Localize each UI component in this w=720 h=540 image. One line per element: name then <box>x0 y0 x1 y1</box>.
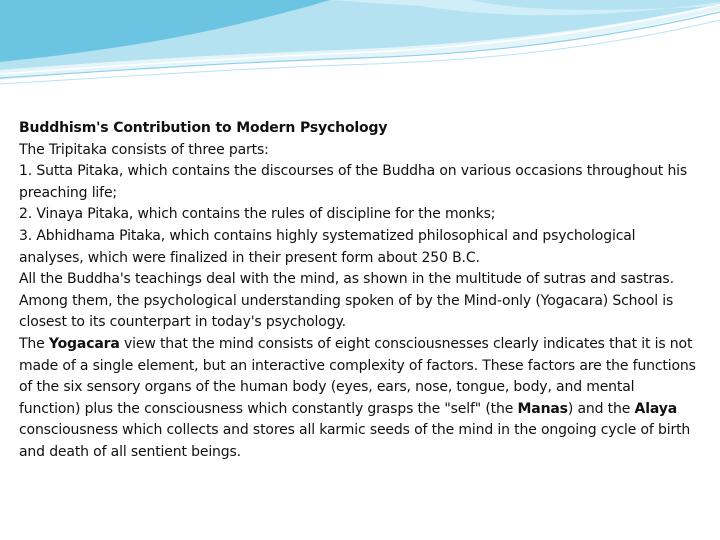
slide-body <box>19 118 699 464</box>
text-span: view that the mind consists of eight consciousnesses clearly indicates that it is not made of a single element, but an interactive complexity of factors. These factors are the functions of the six sensory organs of the human body (eyes, ears, nose, tongue, body, and mental function) plus the consciousness which constantly grasps the "self" (the <box>19 335 696 417</box>
paragraph-yogacara <box>19 334 699 464</box>
text-span: consciousness which collects and stores all karmic seeds of the mind in the ongoing cycle of birth and death of all sentient beings. <box>19 422 691 460</box>
intro-text: The Tripitaka consists of three parts: <box>19 141 269 158</box>
paragraph-teachings: All the Buddha's teachings deal with the mind, as shown in the multitude of sutras and sastras. Among them, the psychological understanding spoken of by the Mind-only (Yogacara) School is closest to its counterpart in today's psychology. <box>19 271 674 331</box>
text-span: The <box>19 335 49 352</box>
slide-title: Buddhism's Contribution to Modern Psychology <box>19 120 388 136</box>
header-wave-decoration <box>0 0 720 90</box>
text-span: ) and the <box>567 400 635 417</box>
keyword-alaya: Alaya <box>634 400 677 417</box>
keyword-manas: Manas <box>517 400 568 417</box>
list-item-vinaya: 2. Vinaya Pitaka, which contains the rules of discipline for the monks; <box>19 206 496 223</box>
list-item-sutta: 1. Sutta Pitaka, which contains the discourses of the Buddha on various occasions throughout his preaching life; <box>19 163 688 201</box>
list-item-abhidhama: 3. Abhidhama Pitaka, which contains highly systematized philosophical and psychological analyses, which were finalized in their present form about 250 B.C. <box>19 227 636 266</box>
keyword-yogacara: Yogacara <box>48 335 120 352</box>
